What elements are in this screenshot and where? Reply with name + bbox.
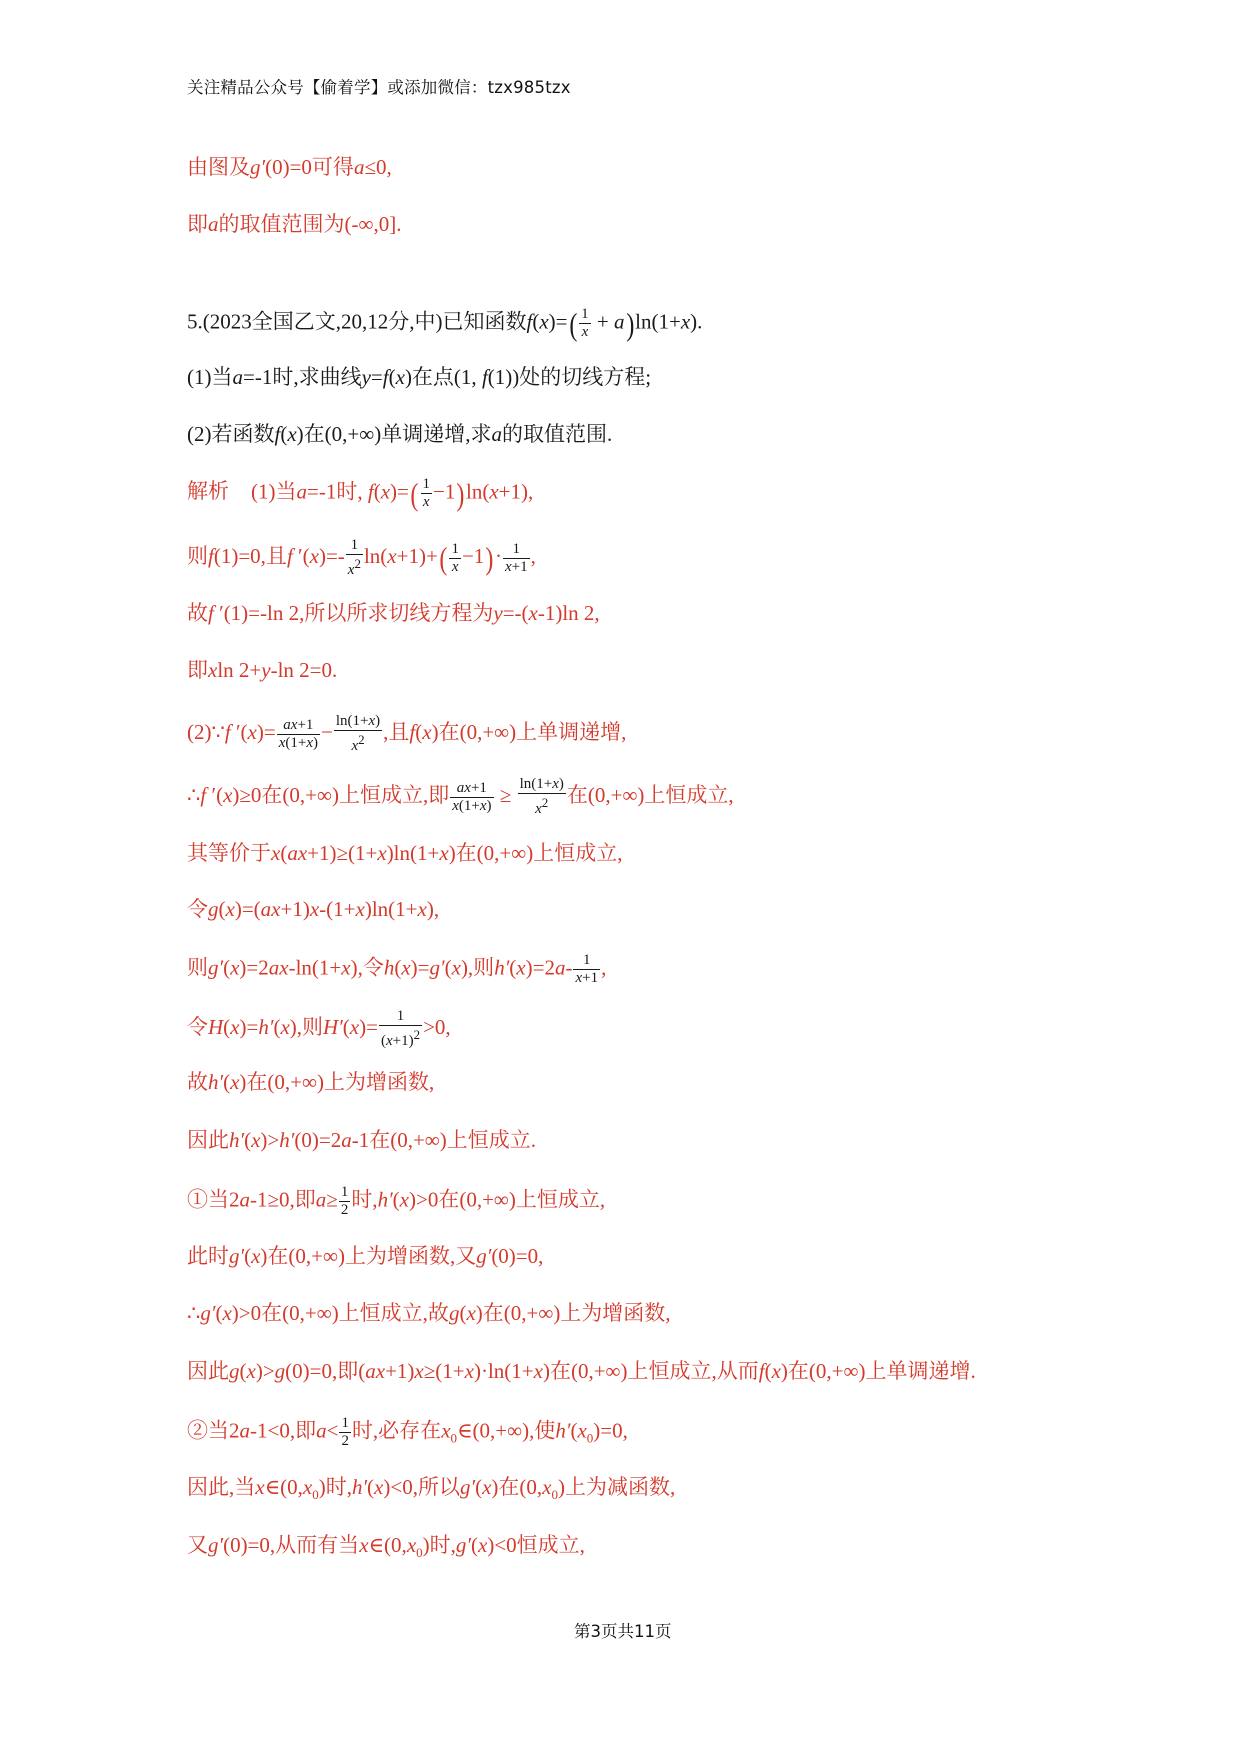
- solution-line-14: 此时g′(x)在(0,+∞)上为增函数,又g′(0)=0,: [187, 1244, 544, 1268]
- solution-line-13: ①当2a-1≥0,即a≥ $\frac{1}{2}$ 时,h′(x)>0在(0,+∞)上恒成立,: [187, 1184, 606, 1218]
- solution-line-10: 令H(x)=h′(x),则H′(x)= $\frac{1}{(x+1)^2}$ >0,: [187, 1008, 451, 1049]
- page-indicator: 第3页共11页: [574, 1622, 672, 1641]
- problem-source: (2023全国乙文,20,12分,中): [202, 309, 443, 334]
- solution-line-11: 故h′(x)在(0,+∞)上为增函数,: [187, 1070, 435, 1094]
- solution-label: 解析: [187, 479, 229, 504]
- problem-part-2: (2)若函数f(x)在(0,+∞)单调递增,求a的取值范围.: [187, 422, 613, 446]
- solution-line-9: 则g′(x)=2ax-ln(1+x),令h(x)=g′(x),则h′(x)=2a- $\frac{1}{x+1}$ ,: [187, 952, 607, 986]
- solution-line-15: ∴g′(x)>0在(0,+∞)上恒成立,故g(x)在(0,+∞)上为增函数,: [187, 1301, 671, 1325]
- solution-line-7: 其等价于x(ax+1)≥(1+x)ln(1+x)在(0,+∞)上恒成立,: [187, 841, 623, 865]
- solution-line-5: (2)∵f ′(x)= $\frac{ax+1}{x(1+x)}$ − $\frac{\ln(1+x)}{x^2}$ ,且f(x)在(0,+∞)上单调递增,: [187, 713, 627, 754]
- solution-line-4: 即xln 2+y-ln 2=0.: [187, 658, 338, 682]
- solution-line-19: 又g′(0)=0,从而有当$x\in(0,x_0)$时,g′(x)<0恒成立,: [187, 1533, 585, 1561]
- prev-solution-line-1: 由图及g′(0)=0可得a≤0,: [187, 155, 392, 179]
- watermark-header: 关注精品公众号【偷着学】或添加微信：tzx985tzx: [187, 78, 571, 97]
- problem-stem: 5.(2023全国乙文,20,12分,中)已知函数f(x)=( $\frac{1}{x}$ + a)ln(1+x).: [187, 305, 703, 342]
- problem-number: 5.: [187, 309, 203, 334]
- problem-part-1: (1)当a=-1时,求曲线y=f(x)在点(1, f(1))处的切线方程;: [187, 365, 652, 389]
- solution-line-8: 令g(x)=(ax+1)x-(1+x)ln(1+x),: [187, 897, 440, 921]
- solution-line-6: ∴f ′(x)≥0在(0,+∞)上恒成立,即 $\frac{ax+1}{x(1+x)}$ ≥ $\frac{\ln(1+x)}{x^2}$ 在(0,+∞)上恒成立,: [187, 776, 734, 817]
- solution-line-18: 因此,当$x\in(0,x_0)$时,h′(x)<0,所以g′(x)在$(0,x_0)$上为减函数,: [187, 1475, 676, 1503]
- solution-line-16: 因此g(x)>g(0)=0,即(ax+1)x≥(1+x)·ln(1+x)在(0,+∞)上恒成立,从而f(x)在(0,+∞)上单调递增.: [187, 1359, 976, 1383]
- solution-line-2: 则f(1)=0,且f ′(x)=- $\frac{1}{x^2}$ ln(x+1)+( $\frac{1}{x}$ −1)· $\frac{1}{x+1}$ ,: [187, 537, 536, 578]
- solution-line-12: 因此h′(x)>h′(0)=2a-1在(0,+∞)上恒成立.: [187, 1128, 536, 1152]
- prev-solution-line-2: 即a的取值范围为(-∞,0].: [187, 212, 402, 236]
- solution-line-3: 故f ′(1)=-ln 2,所以所求切线方程为y=-(x-1)ln 2,: [187, 601, 600, 625]
- solution-line-1: 解析 (1)当a=-1时, f(x)=( $\frac{1}{x}$ −1)ln(x+1),: [187, 475, 534, 512]
- solution-line-17: ②当2a-1<0,即a< $\frac{1}{2}$ 时,必存在$x_0\in(0,+\infty)$,使$h'(x_0)=0$,: [187, 1415, 628, 1449]
- problem-stem-prefix: 已知函数: [442, 309, 527, 334]
